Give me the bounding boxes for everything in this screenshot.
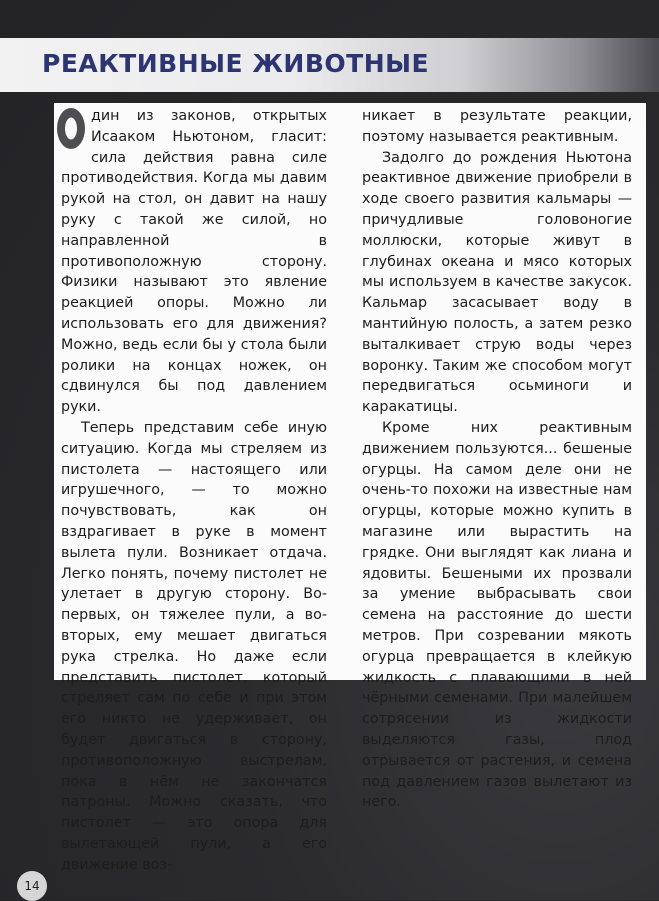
paragraph: Кроме них реактивным движением пользуются... бешеные огурцы. На самом деле они не очень-то похожи на известные нам огурцы, которые можно купить в магазине или вырастить на грядке. Они выглядят как лиана и ядовиты. Бешеными их прозвали за умение выбрасывать свои семена на расстояние до шести метров. При созревании мякоть огурца превращается в клейкую жидкость с плавающими в ней чёрными семенами. При малейшем сотрясении из жидкости выделяются газы, плод отрывается от растения, и семена под давлением газов вылетают из него. (362, 419, 632, 811)
paragraph (61, 106, 327, 418)
paragraph-text: дин из законов, открытых Исааком Ньютоном, гласит: сила действия равна силе противодействия. Когда мы давим рукой на стол, он давит на нашу руку с такой же силой, но направленной в противоположную сторону. Физики называют это явление реакцией опоры. Можно ли использовать его для движения? Можно, ведь если бы у стола были ролики на концах ножек, он сдвинулся бы под давлением руки. (61, 108, 327, 416)
page-title: РЕАКТИВНЫЕ ЖИВОТНЫЕ (42, 49, 430, 78)
right-text-column (362, 106, 632, 813)
paragraph: Задолго до рождения Ньютона реактивное движение приобрели в ходе своего развития кальмары — причудливые головоногие моллюски, которые живут в глубинах океана и мясо которых мы используем в качестве закусок. Кальмар засасывает воду в мантийную полость, а затем резко выталкивает струю воды через воронку. Таким же способом могут передвигаться осьминоги и каракатицы. (362, 149, 632, 416)
page-number: 14 (17, 871, 47, 901)
paragraph: никает в результате реакции, поэтому называется реактивным. (362, 108, 632, 145)
left-text-column (61, 106, 327, 875)
paragraph: Теперь представим себе иную ситуацию. Когда мы стреляем из пистолета — настоящего или игрушечного, — то можно почувствовать, как он вздрагивает в руке в момент вылета пули. Возникает отдача. Легко понять, почему пистолет не улетает в другую сторону. Во-первых, он тяжелее пули, а во-вторых, ему мешает двигаться рука стрелка. Но даже если представить пистолет, который стреляет сам по себе и при этом его никто не удерживает, он будет двигаться в сторону, противоположную выстрелам, пока в нём не закончатся патроны. Можно сказать, что пистолет — это опора для вылетающей пули, а его движение воз- (61, 419, 327, 873)
dropcap-letter (57, 108, 85, 149)
